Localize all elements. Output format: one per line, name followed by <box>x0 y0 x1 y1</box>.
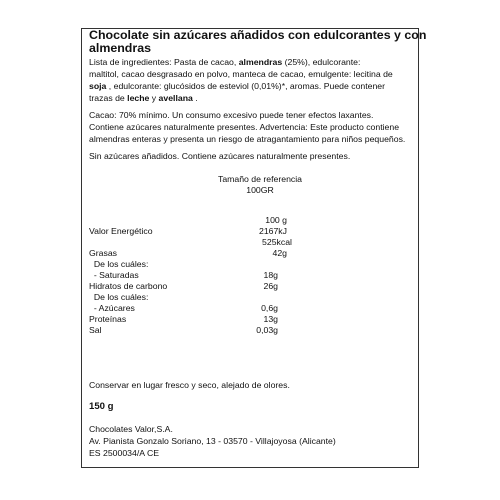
ingredients-text: (25%), edulcorante: <box>282 57 361 67</box>
notes-line1: Cacao: 70% mínimo. Un consumo excesivo puede tener efectos laxantes. <box>89 110 374 120</box>
registry-code: ES 2500034/A CE <box>89 448 160 458</box>
storage-instructions: Conservar en lugar fresco y seco, alejado de olores. <box>89 380 290 390</box>
ingredients-text: . <box>192 93 198 103</box>
nutrition-row-value: 0,03g <box>256 325 278 335</box>
ingredients-line2: maltitol, cacao desgrasado en polvo, manteca de cacao, emulgente: lecitina de <box>89 69 393 79</box>
product-title-line1: Chocolate sin azúcares añadidos con edulcorantes y con <box>89 28 427 42</box>
notes-line3: almendras enteras y presenta un riesgo de atragantamiento para niños pequeños. <box>89 134 406 144</box>
net-weight: 150 g <box>89 401 114 412</box>
portion-header: 100 g <box>265 215 287 225</box>
nutrition-row-label: Proteínas <box>89 314 127 324</box>
nutrition-row-label: - Saturadas <box>89 270 139 280</box>
nutrition-row-label: - Azúcares <box>89 303 135 313</box>
ingredients-text: y <box>149 93 159 103</box>
ingredients-line4 <box>89 93 198 104</box>
nutrition-row-value: 18g <box>263 270 278 280</box>
nutrition-row-value: 525kcal <box>262 237 292 247</box>
sugar-claim: Sin azúcares añadidos. Contiene azúcares naturalmente presentes. <box>89 151 351 161</box>
nutrition-row-value: 0,6g <box>261 303 278 313</box>
ingredients-text: trazas de <box>89 93 128 103</box>
ingredients-line1 <box>89 57 360 68</box>
allergen-leche: leche <box>127 93 150 103</box>
nutrition-row-label: Valor Energético <box>89 226 153 236</box>
nutrition-row-label: Grasas <box>89 248 118 258</box>
allergen-soja: soja <box>89 81 107 91</box>
company-name: Chocolates Valor,S.A. <box>89 424 173 434</box>
reference-size-label: Tamaño de referencia <box>217 174 303 184</box>
notes-line2: Contiene azúcares naturalmente presentes. Advertencia: Este producto contiene <box>89 122 400 132</box>
nutrition-row-value: 13g <box>263 314 278 324</box>
nutrition-row-label: Sal <box>89 325 102 335</box>
company-address: Av. Pianista Gonzalo Soriano, 13 - 03570 - Villajoyosa (Alicante) <box>89 436 336 446</box>
product-title-line2: almendras <box>89 41 151 55</box>
allergen-almendras: almendras <box>238 57 283 67</box>
ingredients-line3 <box>89 81 385 92</box>
allergen-avellana: avellana <box>158 93 193 103</box>
ingredients-text: , edulcorante: glucósidos de esteviol (0,01%)*, aromas. Puede contener <box>106 81 386 91</box>
reference-size-value: 100GR <box>246 185 274 195</box>
nutrition-row-value: 26g <box>263 281 278 291</box>
nutrition-row-value: 2167kJ <box>258 226 287 236</box>
nutrition-row-label: De los cuáles: <box>89 292 149 302</box>
nutrition-row-label: Hidratos de carbono <box>89 281 168 291</box>
ingredients-text: Lista de ingredientes: Pasta de cacao, <box>89 57 239 67</box>
nutrition-row-label: De los cuáles: <box>89 259 149 269</box>
nutrition-row-value: 42g <box>272 248 287 258</box>
